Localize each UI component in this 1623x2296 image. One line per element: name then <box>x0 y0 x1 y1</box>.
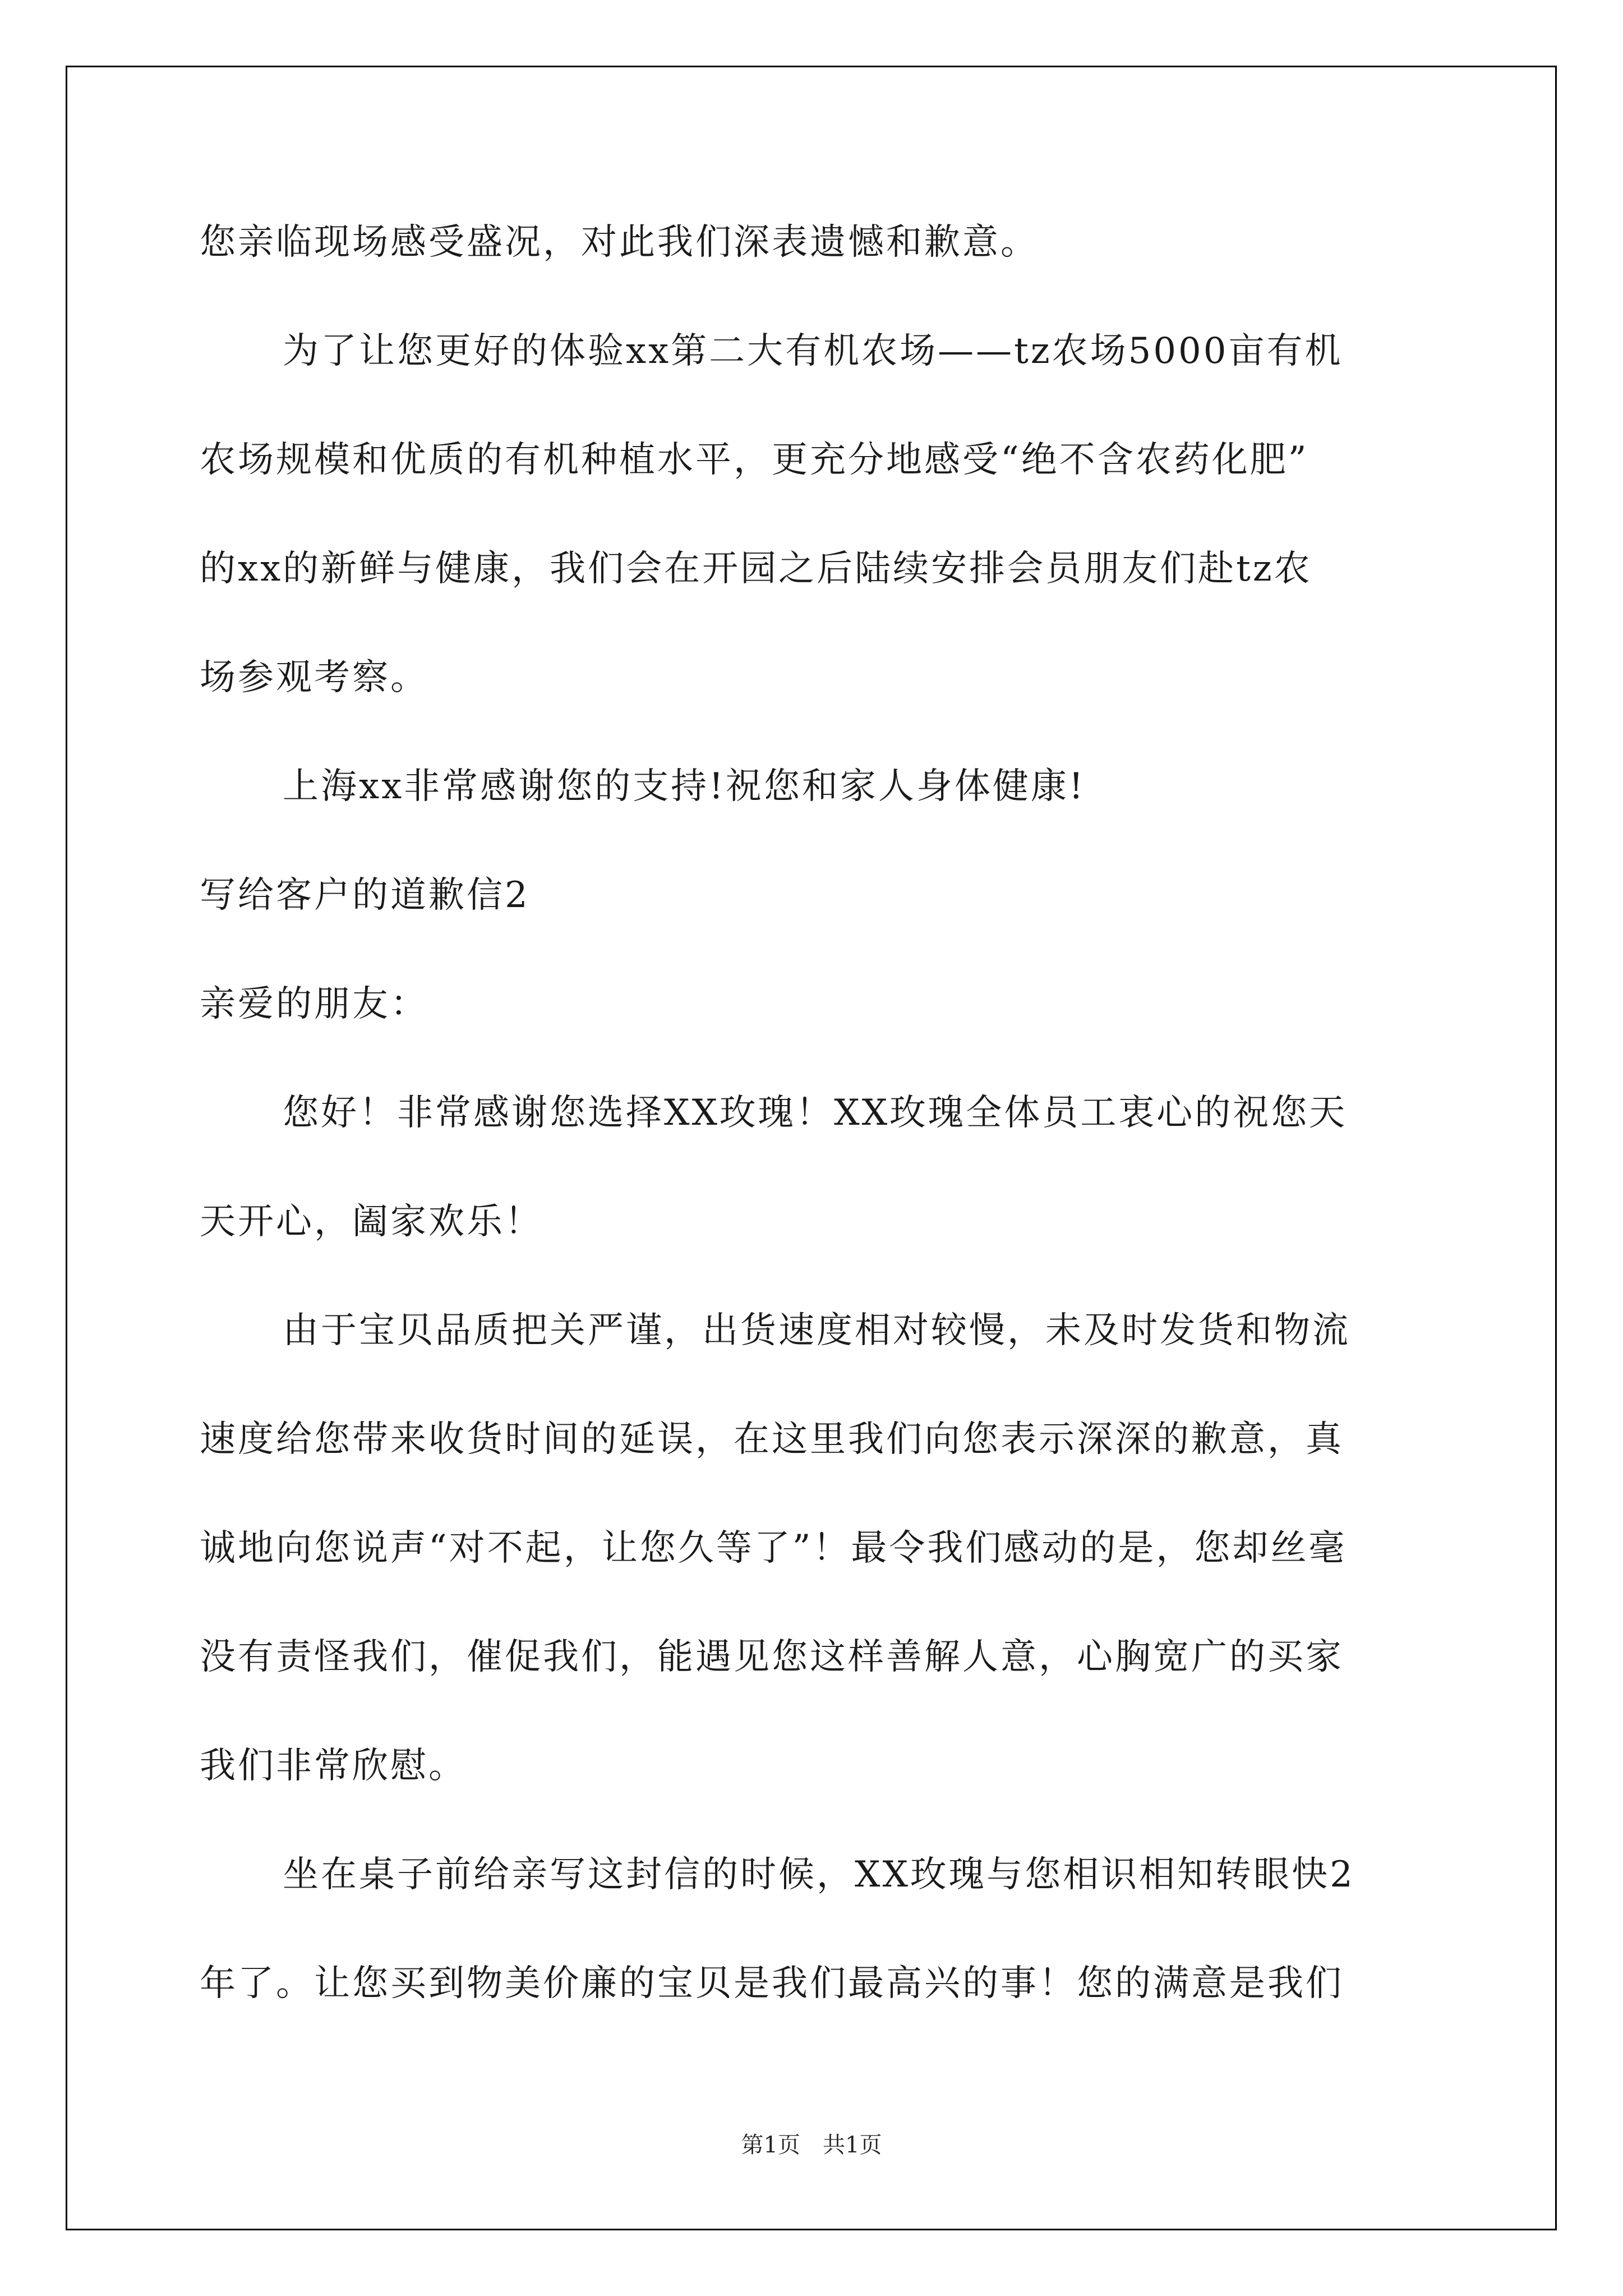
paragraph-line: 您好！非常感谢您选择XX玫瑰！XX玫瑰全体员工衷心的祝您天 <box>283 1092 1348 1134</box>
paragraph-line: 由于宝贝品质把关严谨，出货速度相对较慢，未及时发货和物流 <box>283 1310 1350 1351</box>
paragraph-line: 年了。让您买到物美价廉的宝贝是我们最高兴的事！您的满意是我们 <box>200 1963 1344 2004</box>
paragraph-line: 我们非常欣慰。 <box>200 1745 467 1787</box>
paragraph-line: 坐在桌子前给亲写这封信的时候，XX玫瑰与您相识相知转眼快2 <box>283 1854 1355 1895</box>
paragraph-line: 您亲临现场感受盛况，对此我们深表遗憾和歉意。 <box>200 222 1039 263</box>
paragraph-line: 的xx的新鲜与健康，我们会在开园之后陆续安排会员朋友们赴tz农 <box>200 548 1312 590</box>
paragraph-line: 没有责怪我们，催促我们，能遇见您这样善解人意，心胸宽广的买家 <box>200 1636 1344 1678</box>
paragraph-line: 天开心，阖家欢乐！ <box>200 1201 543 1243</box>
salutation: 亲爱的朋友： <box>200 983 428 1025</box>
paragraph-line: 诚地向您说声“对不起，让您久等了”！最令我们感动的是，您却丝毫 <box>200 1527 1347 1569</box>
section-heading: 写给客户的道歉信2 <box>200 875 530 916</box>
paragraph-line: 速度给您带来收货时间的延误，在这里我们向您表示深深的歉意，真 <box>200 1419 1344 1460</box>
paragraph-line: 上海xx非常感谢您的支持!祝您和家人身体健康! <box>283 766 1086 807</box>
paragraph-line: 农场规模和优质的有机种植水平，更充分地感受“绝不含农药化肥” <box>200 439 1309 481</box>
paragraph-line: 场参观考察。 <box>200 657 428 698</box>
paragraph-line: 为了让您更好的体验xx第二大有机农场——tz农场5000亩有机 <box>283 330 1343 372</box>
page-number: 第1页 共1页 <box>741 2132 882 2158</box>
